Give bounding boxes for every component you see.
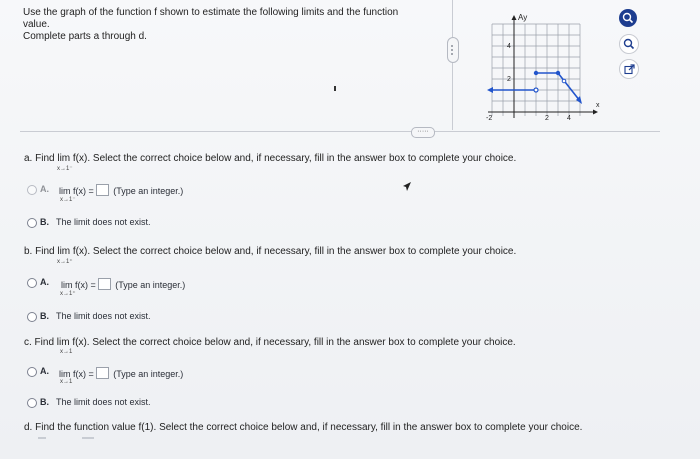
- truncated-content: [38, 437, 46, 439]
- stray-mark: [334, 86, 336, 91]
- part-a-question: a. Find lim f(x). Select the correct choice below and, if necessary, fill in the answer box to complete your choice.: [24, 153, 517, 164]
- zoom-out-button[interactable]: [619, 34, 639, 54]
- x-tick-2: 2: [545, 115, 549, 122]
- part-a-option-a: [59, 184, 183, 196]
- part-c-option-a-radio[interactable]: [27, 367, 37, 377]
- part-c-question-subscript: x→1: [60, 349, 73, 355]
- expand-toggle[interactable]: ·····: [411, 127, 435, 138]
- part-a-option-a-hint: (Type an integer.): [113, 186, 184, 196]
- part-b-option-b-text: The limit does not exist.: [56, 311, 151, 321]
- open-point: [534, 88, 538, 92]
- part-a-option-b-text: The limit does not exist.: [56, 217, 151, 227]
- part-c-question: c. Find lim f(x). Select the correct choice below and, if necessary, fill in the answer box to complete your choice.: [24, 337, 516, 348]
- part-c-option-a-hint: (Type an integer.): [113, 369, 184, 379]
- part-b-option-a-subscript: x→1⁺: [60, 291, 76, 297]
- x-tick-neg2: -2: [486, 115, 493, 122]
- part-a-option-a-radio[interactable]: [27, 185, 37, 195]
- part-a-option-a-letter: A.: [40, 184, 49, 194]
- zoom-in-button[interactable]: [619, 9, 637, 27]
- left-arrow-icon: [487, 87, 493, 93]
- part-c-option-a-letter: A.: [40, 366, 49, 376]
- open-point-2: [562, 79, 566, 83]
- part-c-option-a-subscript: x→1: [60, 379, 73, 385]
- function-curve: [490, 73, 580, 101]
- part-a-answer-box[interactable]: [96, 184, 109, 196]
- part-c-option-b-text: The limit does not exist.: [56, 397, 151, 407]
- part-a-option-b-radio[interactable]: [27, 218, 37, 228]
- part-a-option-b-letter: B.: [40, 217, 49, 227]
- x-tick-4: 4: [567, 115, 571, 122]
- part-b-option-a: [61, 278, 185, 290]
- part-b-answer-box[interactable]: [98, 278, 111, 290]
- part-a-option-a-text: lim f(x) =: [59, 186, 94, 196]
- closed-point: [534, 71, 538, 75]
- external-link-icon: [624, 64, 635, 75]
- intro-text: [23, 7, 423, 43]
- panel-resize-handle[interactable]: [447, 37, 459, 63]
- part-c-option-a-text: lim f(x) =: [59, 369, 94, 379]
- graph-grid: [492, 24, 580, 116]
- part-a-question-subscript: x→1⁻: [57, 166, 73, 172]
- intro-line-1: Use the graph of the function f shown to estimate the following limits and the function value.: [23, 7, 399, 30]
- part-b-option-b-radio[interactable]: [27, 312, 37, 322]
- part-b-question-subscript: x→1⁺: [57, 259, 73, 265]
- part-c-option-a: [59, 367, 183, 379]
- zoom-out-icon: [623, 38, 635, 50]
- truncated-content-2: [82, 437, 94, 439]
- closed-point-2: [556, 71, 560, 75]
- vertical-divider: [452, 0, 453, 130]
- y-tick-4: 4: [507, 43, 511, 50]
- part-c-option-b-letter: B.: [40, 397, 49, 407]
- function-graph: [484, 12, 604, 124]
- part-d-question: d. Find the function value f(1). Select the correct choice below and, if necessary, fill in the answer box to complete your choice.: [24, 422, 583, 433]
- intro-line-2: Complete parts a through d.: [23, 31, 147, 42]
- x-axis-arrow-icon: [593, 110, 598, 115]
- part-b-option-a-radio[interactable]: [27, 278, 37, 288]
- mouse-pointer-icon: [402, 181, 412, 193]
- part-b-option-a-text: lim f(x) =: [61, 280, 96, 290]
- part-c-answer-box[interactable]: [96, 367, 109, 379]
- part-b-option-b-letter: B.: [40, 311, 49, 321]
- part-a-option-a-subscript: x→1⁻: [60, 197, 76, 203]
- y-axis-label: Ay: [518, 13, 528, 22]
- part-c-option-b-radio[interactable]: [27, 398, 37, 408]
- section-divider: [20, 131, 660, 132]
- x-axis-label: x: [596, 102, 600, 109]
- popout-button[interactable]: [619, 59, 639, 79]
- zoom-in-icon: [622, 12, 634, 24]
- y-tick-2: 2: [507, 76, 511, 83]
- part-b-question: b. Find lim f(x). Select the correct choice below and, if necessary, fill in the answer box to complete your choice.: [24, 246, 517, 257]
- part-b-option-a-letter: A.: [40, 277, 49, 287]
- y-axis-arrow-icon: [512, 15, 517, 20]
- part-b-option-a-hint: (Type an integer.): [115, 280, 186, 290]
